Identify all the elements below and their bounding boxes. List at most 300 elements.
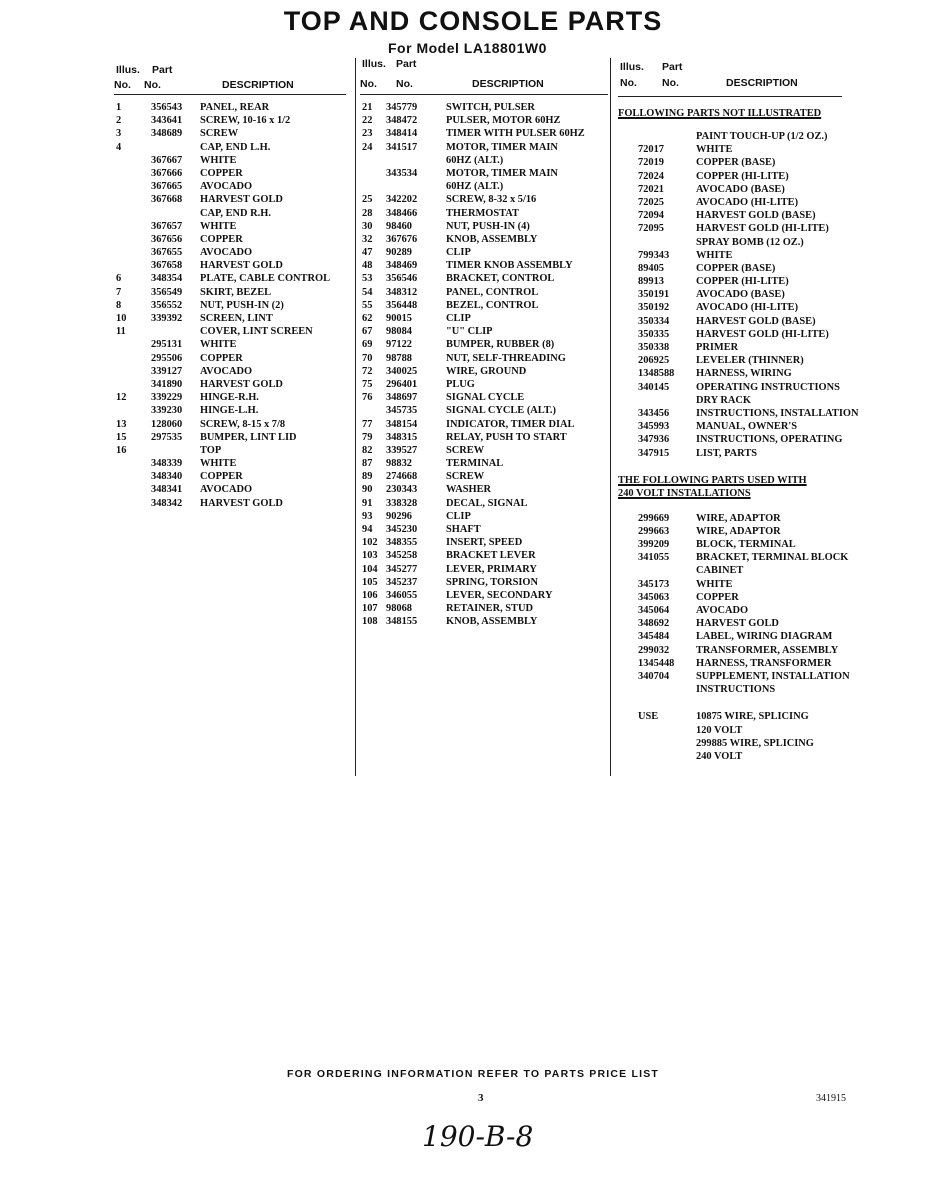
part-number: 72019	[638, 157, 664, 169]
part-description: BRACKET LEVER	[446, 550, 536, 562]
part-description: CAP, END L.H.	[200, 141, 271, 153]
table-row	[114, 418, 346, 431]
illus-number: 67	[362, 326, 373, 338]
part-description: SCREEN, LINT	[200, 313, 273, 324]
part-number: 345484	[638, 631, 670, 643]
parts-list	[360, 101, 608, 629]
table-row	[114, 483, 346, 496]
part-number: 297535	[151, 431, 183, 443]
part-description: SCREW	[446, 471, 485, 483]
part-number: 348155	[386, 616, 418, 628]
part-number: 72024	[638, 170, 664, 182]
part-number: 356546	[386, 273, 418, 285]
table-row	[618, 683, 878, 696]
table-row	[618, 551, 878, 564]
table-row	[114, 193, 346, 206]
part-number: 299663	[638, 525, 670, 537]
table-row	[114, 352, 346, 365]
part-number: 399209	[638, 539, 670, 551]
part-description: DECAL, SIGNAL	[446, 497, 528, 509]
table-row	[360, 523, 608, 536]
part-description: WHITE	[200, 220, 237, 232]
table-row	[360, 457, 608, 470]
part-description: INDICATOR, TIMER DIAL	[446, 418, 575, 430]
part-description: WIRE, ADAPTOR	[696, 525, 781, 537]
part-description: HARVEST GOLD	[696, 618, 779, 630]
part-description: SPRAY BOMB (12 OZ.)	[696, 236, 804, 248]
part-description: LEVELER (THINNER)	[696, 355, 804, 367]
illus-number: 62	[362, 313, 373, 324]
table-row	[360, 220, 608, 233]
header-part: Part	[396, 58, 417, 70]
header-illus: Illus.	[116, 64, 140, 76]
table-row	[618, 433, 878, 446]
table-row	[618, 447, 878, 460]
part-number: 295131	[151, 339, 183, 351]
part-number: 340145	[638, 381, 670, 393]
table-row	[618, 275, 878, 288]
part-description: TERMINAL	[446, 458, 504, 470]
part-number: 348341	[151, 484, 183, 496]
part-number: 340025	[386, 365, 418, 377]
table-row	[114, 404, 346, 417]
table-row	[618, 315, 878, 328]
illus-number: 89	[362, 471, 373, 483]
table-row	[360, 338, 608, 351]
table-row	[360, 576, 608, 589]
page-number: 3	[478, 1092, 484, 1104]
part-description: 120 VOLT	[696, 724, 743, 736]
header-no: No.	[360, 78, 377, 90]
illus-number: 8	[116, 299, 122, 311]
part-description: BRACKET, TERMINAL BLOCK	[696, 552, 849, 564]
header-no: No.	[662, 77, 679, 89]
table-row	[114, 391, 346, 404]
part-number: 348154	[386, 418, 418, 430]
illus-number: 91	[362, 497, 373, 509]
part-number: 345735	[386, 405, 418, 417]
part-description: 60HZ (ALT.)	[446, 181, 504, 193]
table-row	[114, 497, 346, 510]
table-row	[618, 604, 878, 617]
part-description: AVOCADO	[200, 365, 253, 377]
part-number: 350338	[638, 342, 670, 353]
illus-number: 16	[116, 444, 127, 456]
column-header	[360, 58, 608, 95]
illus-number: 10	[116, 313, 127, 324]
part-number: 274668	[386, 471, 418, 483]
part-number: 72017	[638, 144, 664, 156]
table-row	[618, 196, 878, 209]
table-row	[114, 246, 346, 259]
illus-number: 23	[362, 128, 373, 140]
illus-number: 24	[362, 141, 373, 153]
part-number: 348472	[386, 115, 418, 127]
part-number: 72021	[638, 183, 664, 195]
part-number: 295506	[151, 352, 183, 364]
part-number: 367656	[151, 233, 183, 245]
illus-number: 2	[116, 115, 122, 127]
table-row	[360, 233, 608, 246]
table-row	[360, 404, 608, 417]
part-description: SPRING, TORSION	[446, 576, 539, 588]
table-row	[618, 236, 878, 249]
part-description: HARNESS, TRANSFORMER	[696, 657, 832, 669]
table-row	[618, 262, 878, 275]
part-number: 348414	[386, 128, 418, 140]
table-row	[114, 154, 346, 167]
part-number: 343456	[638, 407, 670, 419]
part-description: MOTOR, TIMER MAIN	[446, 141, 558, 153]
part-number: 339229	[151, 392, 183, 404]
table-row	[618, 156, 878, 169]
part-number: 342202	[386, 194, 418, 206]
illus-number: 47	[362, 247, 373, 259]
part-number: 348312	[386, 286, 418, 298]
part-description: SIGNAL CYCLE (ALT.)	[446, 405, 556, 417]
part-number: 90289	[386, 247, 412, 259]
illus-number: 107	[362, 603, 378, 615]
table-row	[618, 644, 878, 657]
part-description: INSTRUCTIONS	[696, 684, 776, 696]
parts-list	[618, 130, 878, 460]
table-row	[360, 365, 608, 378]
table-row	[618, 564, 878, 577]
table-row	[618, 328, 878, 341]
header-illus: Illus.	[362, 58, 386, 70]
illus-number: 90	[362, 484, 373, 496]
table-row	[618, 143, 878, 156]
illus-number: 30	[362, 220, 373, 232]
part-number: 345173	[638, 578, 670, 590]
table-row	[360, 391, 608, 404]
part-number: 356549	[151, 286, 183, 298]
part-description: 299885 WIRE, SPLICING	[696, 737, 814, 749]
part-number: 348355	[386, 537, 418, 549]
table-row	[360, 246, 608, 259]
part-number: 348315	[386, 431, 418, 443]
table-row	[360, 615, 608, 628]
illus-number: 22	[362, 115, 373, 127]
table-row	[360, 497, 608, 510]
part-description: BEZEL, CONTROL	[446, 299, 539, 311]
table-row	[618, 630, 878, 643]
illus-number: 106	[362, 589, 378, 601]
part-number: 296401	[386, 378, 418, 390]
illus-number: 53	[362, 273, 373, 285]
part-description: CAP, END R.H.	[200, 207, 271, 219]
table-row	[360, 352, 608, 365]
part-description: HARVEST GOLD	[200, 194, 283, 206]
part-number: 230343	[386, 484, 418, 496]
part-number: 89405	[638, 262, 664, 274]
part-description: PRIMER	[696, 342, 739, 353]
part-number: 348689	[151, 128, 183, 140]
part-number: 345237	[386, 576, 418, 588]
part-number: 367668	[151, 194, 183, 206]
part-description: HARVEST GOLD	[200, 497, 283, 509]
table-row	[114, 444, 346, 457]
part-number: 367676	[386, 233, 418, 245]
part-description: COPPER	[200, 352, 243, 364]
table-row	[360, 127, 608, 140]
section-heading: 240 VOLT INSTALLATIONS	[618, 487, 751, 499]
part-number: 339127	[151, 365, 183, 377]
part-number: 343534	[386, 167, 418, 179]
part-description: INSERT, SPEED	[446, 537, 523, 549]
part-description: WHITE	[696, 578, 733, 590]
part-description: SCREW, 8-32 x 5/16	[446, 194, 537, 206]
table-row	[618, 301, 878, 314]
illus-number: 79	[362, 431, 373, 443]
table-row	[618, 538, 878, 551]
part-description: HINGE-L.H.	[200, 405, 259, 417]
part-number: 367658	[151, 260, 183, 272]
table-row	[360, 602, 608, 615]
table-row	[114, 272, 346, 285]
page-title: TOP AND CONSOLE PARTS	[283, 6, 663, 36]
table-row	[114, 127, 346, 140]
part-description: LEVER, PRIMARY	[446, 563, 537, 575]
part-description: PANEL, REAR	[200, 102, 270, 113]
part-description: KNOB, ASSEMBLY	[446, 616, 538, 628]
parts-column-3	[618, 58, 878, 763]
part-description: AVOCADO	[200, 181, 253, 193]
table-row	[618, 737, 878, 750]
table-row	[114, 207, 346, 220]
handwritten-note: 190-B-8	[422, 1120, 534, 1153]
table-row	[360, 589, 608, 602]
parts-list	[618, 710, 878, 763]
part-description: WHITE	[200, 154, 237, 166]
table-row	[114, 114, 346, 127]
part-description: SCREW	[446, 444, 485, 456]
part-number: 345258	[386, 550, 418, 562]
part-number: 367655	[151, 247, 183, 259]
part-number: 339392	[151, 313, 183, 324]
part-description: PAINT TOUCH-UP (1/2 OZ.)	[696, 131, 828, 142]
part-number: 98832	[386, 458, 412, 470]
part-description: MANUAL, OWNER'S	[696, 421, 798, 433]
part-description: WHITE	[200, 458, 237, 470]
part-description: COPPER	[200, 167, 243, 179]
part-description: KNOB, ASSEMBLY	[446, 233, 538, 245]
part-number: 345277	[386, 563, 418, 575]
column-header	[618, 58, 878, 94]
part-number: 98084	[386, 326, 412, 338]
part-description: NUT, PUSH-IN (4)	[446, 220, 530, 232]
part-description: THERMOSTAT	[446, 207, 519, 219]
document-number: 341915	[816, 1093, 846, 1104]
part-description: COPPER (HI-LITE)	[696, 170, 789, 182]
table-row	[360, 167, 608, 180]
illus-number: 108	[362, 616, 378, 628]
part-description: AVOCADO (HI-LITE)	[696, 302, 799, 314]
illus-number: 87	[362, 458, 373, 470]
table-row	[360, 180, 608, 193]
part-number: 206925	[638, 355, 670, 367]
table-row	[360, 101, 608, 114]
part-description: BUMPER, RUBBER (8)	[446, 339, 555, 351]
part-number: 367667	[151, 154, 183, 166]
table-row	[360, 114, 608, 127]
parts-list	[618, 512, 878, 697]
illus-number: 48	[362, 260, 373, 272]
table-row	[114, 457, 346, 470]
table-row	[618, 710, 878, 723]
illus-number: 7	[116, 286, 122, 298]
ordering-footer: FOR ORDERING INFORMATION REFER TO PARTS PRICE LIST	[286, 1068, 660, 1080]
part-description: TIMER WITH PULSER 60HZ	[446, 128, 585, 140]
part-description: AVOCADO	[200, 247, 253, 259]
part-description: LIST, PARTS	[696, 447, 758, 459]
part-description: SCREW	[200, 128, 239, 140]
table-row	[360, 536, 608, 549]
part-number: 347915	[638, 447, 670, 459]
part-description: HARVEST GOLD (HI-LITE)	[696, 328, 829, 340]
illus-number: 12	[116, 392, 127, 404]
part-description: MOTOR, TIMER MAIN	[446, 167, 558, 179]
table-row	[360, 470, 608, 483]
parts-list	[114, 101, 346, 510]
section-heading: FOLLOWING PARTS NOT ILLUSTRATED	[618, 108, 822, 119]
table-row	[618, 750, 878, 763]
part-description: SCREW, 10-16 x 1/2	[200, 115, 291, 127]
illus-number: 93	[362, 510, 373, 522]
header-illus: Illus.	[620, 61, 644, 73]
part-number: 356448	[386, 299, 418, 311]
table-row	[360, 418, 608, 431]
table-row	[114, 141, 346, 154]
part-description: PANEL, CONTROL	[446, 286, 539, 298]
part-description: CLIP	[446, 313, 471, 324]
part-description: WIRE, ADAPTOR	[696, 512, 781, 524]
illus-number: 55	[362, 299, 373, 311]
part-number: 90296	[386, 510, 412, 522]
part-description: CLIP	[446, 247, 471, 259]
part-description: "U" CLIP	[446, 326, 493, 338]
table-row	[360, 563, 608, 576]
part-description: AVOCADO	[200, 484, 253, 496]
part-number: 98460	[386, 220, 412, 232]
table-row	[618, 670, 878, 683]
table-row	[618, 381, 878, 394]
part-description: AVOCADO	[696, 605, 749, 616]
illus-number: 103	[362, 550, 378, 562]
part-number: 338328	[386, 497, 418, 509]
table-row	[618, 617, 878, 630]
part-number: 345063	[638, 591, 670, 603]
part-description: PULSER, MOTOR 60HZ	[446, 115, 561, 127]
part-description: COPPER	[696, 591, 739, 603]
part-number: 348466	[386, 207, 418, 219]
part-description: COPPER (BASE)	[696, 262, 776, 274]
part-number: 348339	[151, 458, 183, 470]
part-number: 98068	[386, 603, 412, 615]
header-description: DESCRIPTION	[726, 77, 798, 89]
illus-number: 70	[362, 352, 373, 364]
table-row	[618, 222, 878, 235]
part-number: 350191	[638, 289, 670, 301]
table-row	[618, 407, 878, 420]
part-description: PLUG	[446, 378, 475, 390]
part-description: SCREW, 8-15 x 7/8	[200, 418, 286, 430]
part-number: 348340	[151, 471, 183, 483]
table-row	[114, 431, 346, 444]
table-row	[360, 299, 608, 312]
table-row	[618, 724, 878, 737]
illus-number: 94	[362, 524, 373, 535]
table-row	[114, 286, 346, 299]
part-description: NUT, PUSH-IN (2)	[200, 299, 284, 311]
table-row	[618, 209, 878, 222]
part-number: 340704	[638, 670, 670, 682]
part-description: HARVEST GOLD	[200, 260, 283, 272]
illus-number: 77	[362, 418, 373, 430]
header-part: Part	[152, 64, 173, 76]
parts-column-1	[114, 58, 346, 510]
header-no: No.	[114, 79, 131, 91]
table-row	[360, 272, 608, 285]
part-description: LABEL, WIRING DIAGRAM	[696, 631, 833, 643]
section-heading: THE FOLLOWING PARTS USED WITH	[618, 474, 807, 486]
table-row	[618, 525, 878, 538]
part-description: COPPER	[200, 471, 243, 483]
part-number: 356543	[151, 102, 183, 113]
part-description: HARVEST GOLD (BASE)	[696, 210, 816, 222]
table-row	[618, 170, 878, 183]
table-row	[360, 431, 608, 444]
table-row	[360, 207, 608, 220]
header-part: Part	[662, 61, 683, 73]
illus-number: 82	[362, 444, 373, 456]
part-number: 72095	[638, 223, 664, 235]
illus-number: 4	[116, 141, 122, 153]
column-divider	[355, 58, 356, 776]
part-number: 350334	[638, 315, 670, 327]
part-number: 346055	[386, 589, 418, 601]
part-description: PLATE, CABLE CONTROL	[200, 273, 330, 285]
part-number: 98788	[386, 352, 412, 364]
part-description: HARNESS, WIRING	[696, 368, 792, 380]
part-description: OPERATING INSTRUCTIONS	[696, 381, 840, 393]
part-description: WHITE	[696, 144, 733, 156]
part-description: COPPER (HI-LITE)	[696, 276, 789, 288]
part-number: 347936	[638, 434, 670, 446]
table-row	[114, 101, 346, 114]
part-description: INSTRUCTIONS, OPERATING	[696, 434, 843, 446]
part-description: WHITE	[200, 339, 237, 351]
table-row	[360, 483, 608, 496]
table-row	[360, 378, 608, 391]
part-number: 348697	[386, 392, 418, 404]
part-description: COPPER	[200, 233, 243, 245]
part-number: 799343	[638, 249, 670, 261]
part-description: NUT, SELF-THREADING	[446, 352, 566, 364]
part-number: 339527	[386, 444, 418, 456]
part-description: HARVEST GOLD	[200, 378, 283, 390]
illus-number: 72	[362, 365, 373, 377]
part-number: 350192	[638, 302, 670, 314]
table-row	[618, 512, 878, 525]
part-number: 341055	[638, 552, 670, 564]
table-row	[360, 259, 608, 272]
part-number: 1348588	[638, 368, 675, 380]
part-description: CABINET	[696, 565, 744, 577]
part-number: 89913	[638, 276, 664, 288]
part-number: 339230	[151, 405, 183, 417]
table-row	[360, 193, 608, 206]
